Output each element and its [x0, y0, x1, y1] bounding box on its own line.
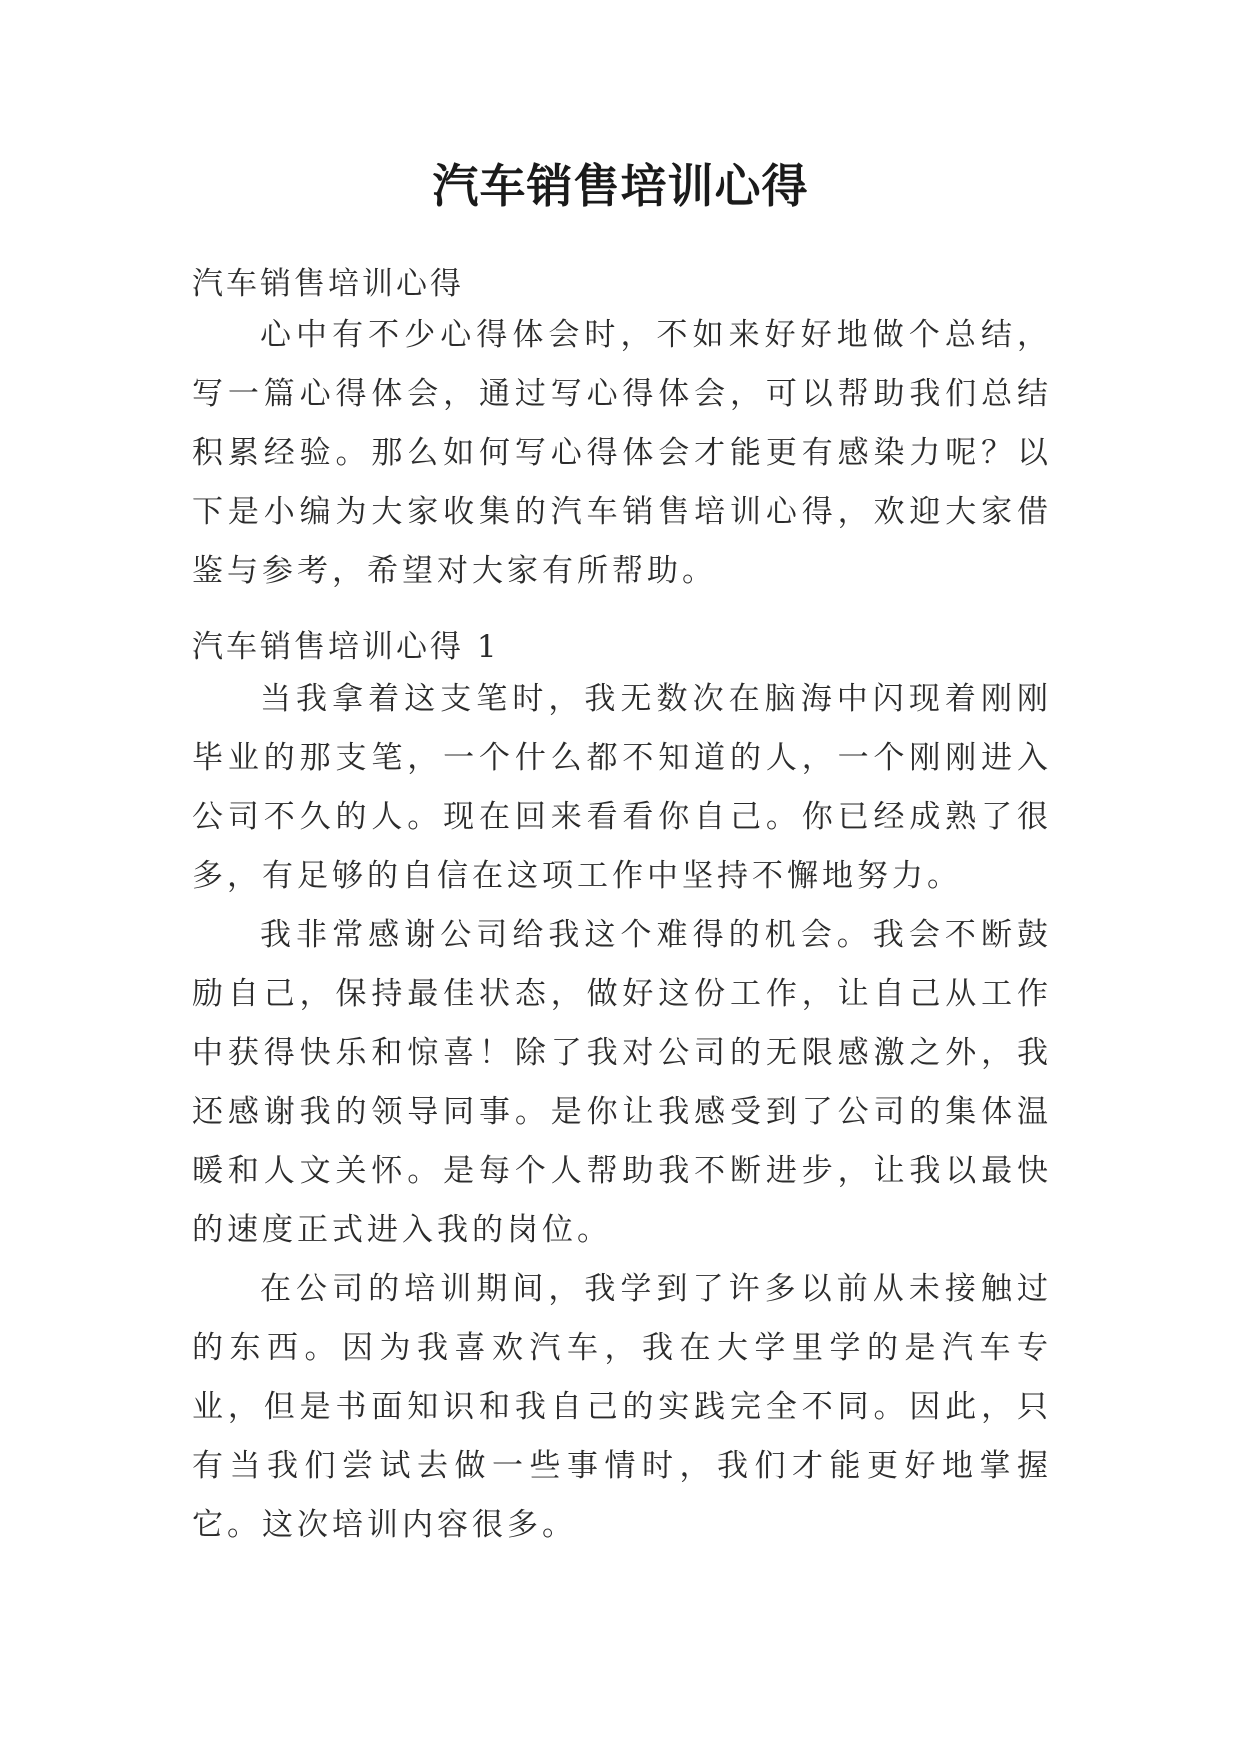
intro-heading: 汽车销售培训心得	[192, 266, 464, 302]
document-title: 汽车销售培训心得	[432, 159, 809, 213]
section-1-paragraph-1: 当我拿着这支笔时，我无数次在脑海中闪现着刚刚毕业的那支笔，一个什么都不知道的人，一个刚刚进入公司不久的人。现在回来看看你自己。你已经成熟了很多，有足够的自信在这项工作中坚持不懈地努力。	[192, 681, 1052, 894]
section-1-paragraph-2: 我非常感谢公司给我这个难得的机会。我会不断鼓励自己，保持最佳状态，做好这份工作，让自己从工作中获得快乐和惊喜！除了我对公司的无限感激之外，我还感谢我的领导同事。是你让我感受到了公司的集体温暖和人文关怀。是每个人帮助我不断进步，让我以最快的速度正式进入我的岗位。	[192, 917, 1052, 1248]
section-1-heading: 汽车销售培训心得 1	[192, 629, 500, 665]
section-1-body	[192, 670, 1052, 1555]
intro-paragraph: 心中有不少心得体会时，不如来好好地做个总结，写一篇心得体会，通过写心得体会，可以帮助我们总结积累经验。那么如何写心得体会才能更有感染力呢？以下是小编为大家收集的汽车销售培训心得，欢迎大家借鉴与参考，希望对大家有所帮助。	[192, 317, 1052, 589]
section-1-paragraph-3: 在公司的培训期间，我学到了许多以前从未接触过的东西。因为我喜欢汽车，我在大学里学的是汽车专业，但是书面知识和我自己的实践完全不同。因此，只有当我们尝试去做一些事情时，我们才能更好地掌握它。这次培训内容很多。	[192, 1271, 1052, 1543]
intro-section	[192, 306, 1052, 601]
